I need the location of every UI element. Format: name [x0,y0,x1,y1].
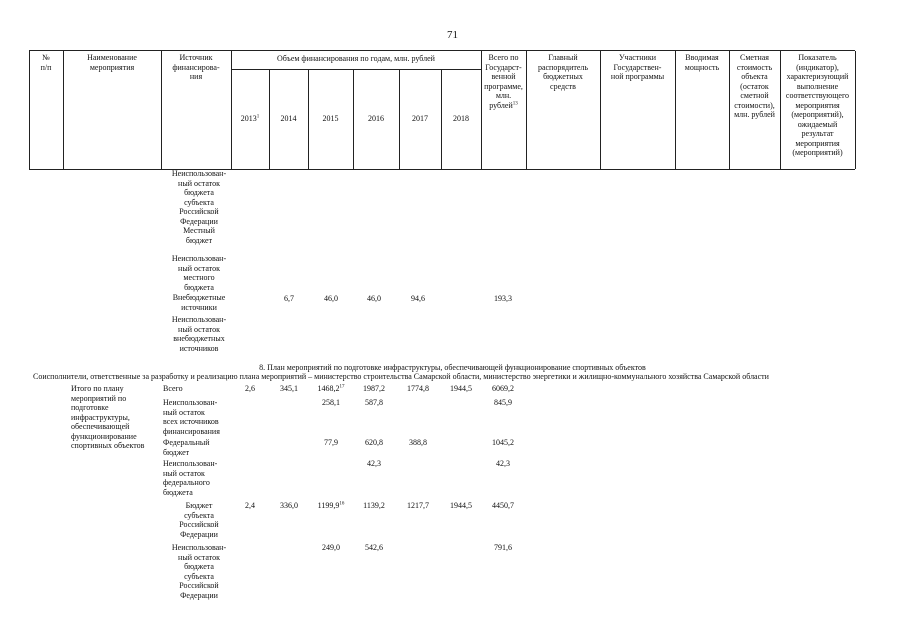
activity-name: Итого по плану мероприятий по подготовке инфраструктуры, обеспечивающей функционирование спортивных объектов [71,384,145,450]
value-cell: 6069,2 [492,384,514,393]
value-cell: 336,0 [280,501,298,510]
value-cell: 94,6 [411,294,425,303]
value-cell: 6,7 [284,294,294,303]
col-name-header: Наименование мероприятия [87,53,137,72]
source-cell: Неиспользован- ный остаток местного бюджета [171,254,227,292]
value-cell: 2,6 [245,384,255,393]
value-cell: 42,3 [367,459,381,468]
col-cost-header: Сметная стоимость объекта (остаток сметной стоимости), млн. рублей [734,53,775,119]
source-cell: Неиспользован- ный остаток внебюджетных источников [171,315,227,353]
value-cell: 345,1 [280,384,298,393]
value-cell: 587,8 [365,398,383,407]
table-header [29,50,855,170]
value-cell: 1199,9$^{16}$ [317,501,345,510]
source-cell: Неиспользован- ный остаток бюджета субъекта Российской Федерации [171,169,227,226]
col-capacity-header: Вводимая мощность [684,53,720,72]
col-main-manager-header: Главный распорядитель бюджетных средств [537,53,589,91]
year-2018-header: 2018 [453,114,469,123]
value-cell: 791,6 [494,543,512,552]
col-volume-header: Объем финансирования по годам, млн. рублей [277,54,435,63]
col-indicator-header: Показатель (индикатор), характеризующий выполнение соответствующего мероприятия (мероприятий), ожидаемый результат мероприятия (мероприятий) [785,53,850,157]
section-title: 8. План мероприятий по подготовке инфраструктуры, обеспечивающей функционирование спортивных объектов [259,363,646,372]
value-cell: 620,8 [365,438,383,447]
value-cell: 388,8 [409,438,427,447]
value-cell: 1468,2$^{17}$ [317,384,345,393]
col-number-header: № п/п [40,53,52,72]
value-cell: 2,4 [245,501,255,510]
value-cell: 1139,2 [363,501,385,510]
source-cell: Бюджет субъекта Российской Федерации [179,501,219,539]
year-2017-header: 2017 [412,114,428,123]
year-2014-header: 2014 [280,114,297,123]
year-2015-header: 2015 [322,114,339,123]
year-2016-header: 2016 [368,114,384,123]
source-cell: Неиспользован- ный остаток всех источников финансирования [163,398,220,436]
value-cell: 845,9 [494,398,512,407]
value-cell: 46,0 [324,294,338,303]
value-cell: 1944,5 [450,384,472,393]
value-cell: 258,1 [322,398,340,407]
value-cell: 1774,8 [407,384,429,393]
value-cell: 1987,2 [363,384,385,393]
source-cell: Неиспользован- ный остаток бюджета субъекта Российской Федерации [171,543,227,600]
source-cell: Местный бюджет [183,226,215,245]
value-cell: 542,6 [365,543,383,552]
value-cell: 77,9 [324,438,338,447]
value-cell: 46,0 [367,294,381,303]
value-cell: 193,3 [494,294,512,303]
source-cell: Всего [163,384,183,393]
col-source-header: Источник финансирова- ния [172,53,220,81]
page-number: 71 [447,29,458,41]
col-total-header: Всего по Государст- венной программе, млн. рублей$^{13}$ [484,53,523,110]
value-cell: 1217,7 [407,501,429,510]
value-cell: 1944,5 [450,501,472,510]
value-cell: 4450,7 [492,501,514,510]
col-participants-header: Участники Государствен- ной программы [610,53,665,81]
value-cell: 249,0 [322,543,340,552]
year-2013-header: 2013$^1$ [240,114,260,123]
source-cell: Федеральный бюджет [163,438,210,457]
value-cell: 1045,2 [492,438,514,447]
source-cell: Неиспользован- ный остаток федерального бюджета [163,459,218,497]
value-cell: 42,3 [496,459,510,468]
source-cell: Внебюджетные источники [172,293,226,312]
section-coexecutors: Соисполнители, ответственные за разработку и реализацию плана мероприятий – министерство строительства Самарской области, министерство энергетики и жилищно-коммунального хозяйства Самарской области [33,372,769,381]
